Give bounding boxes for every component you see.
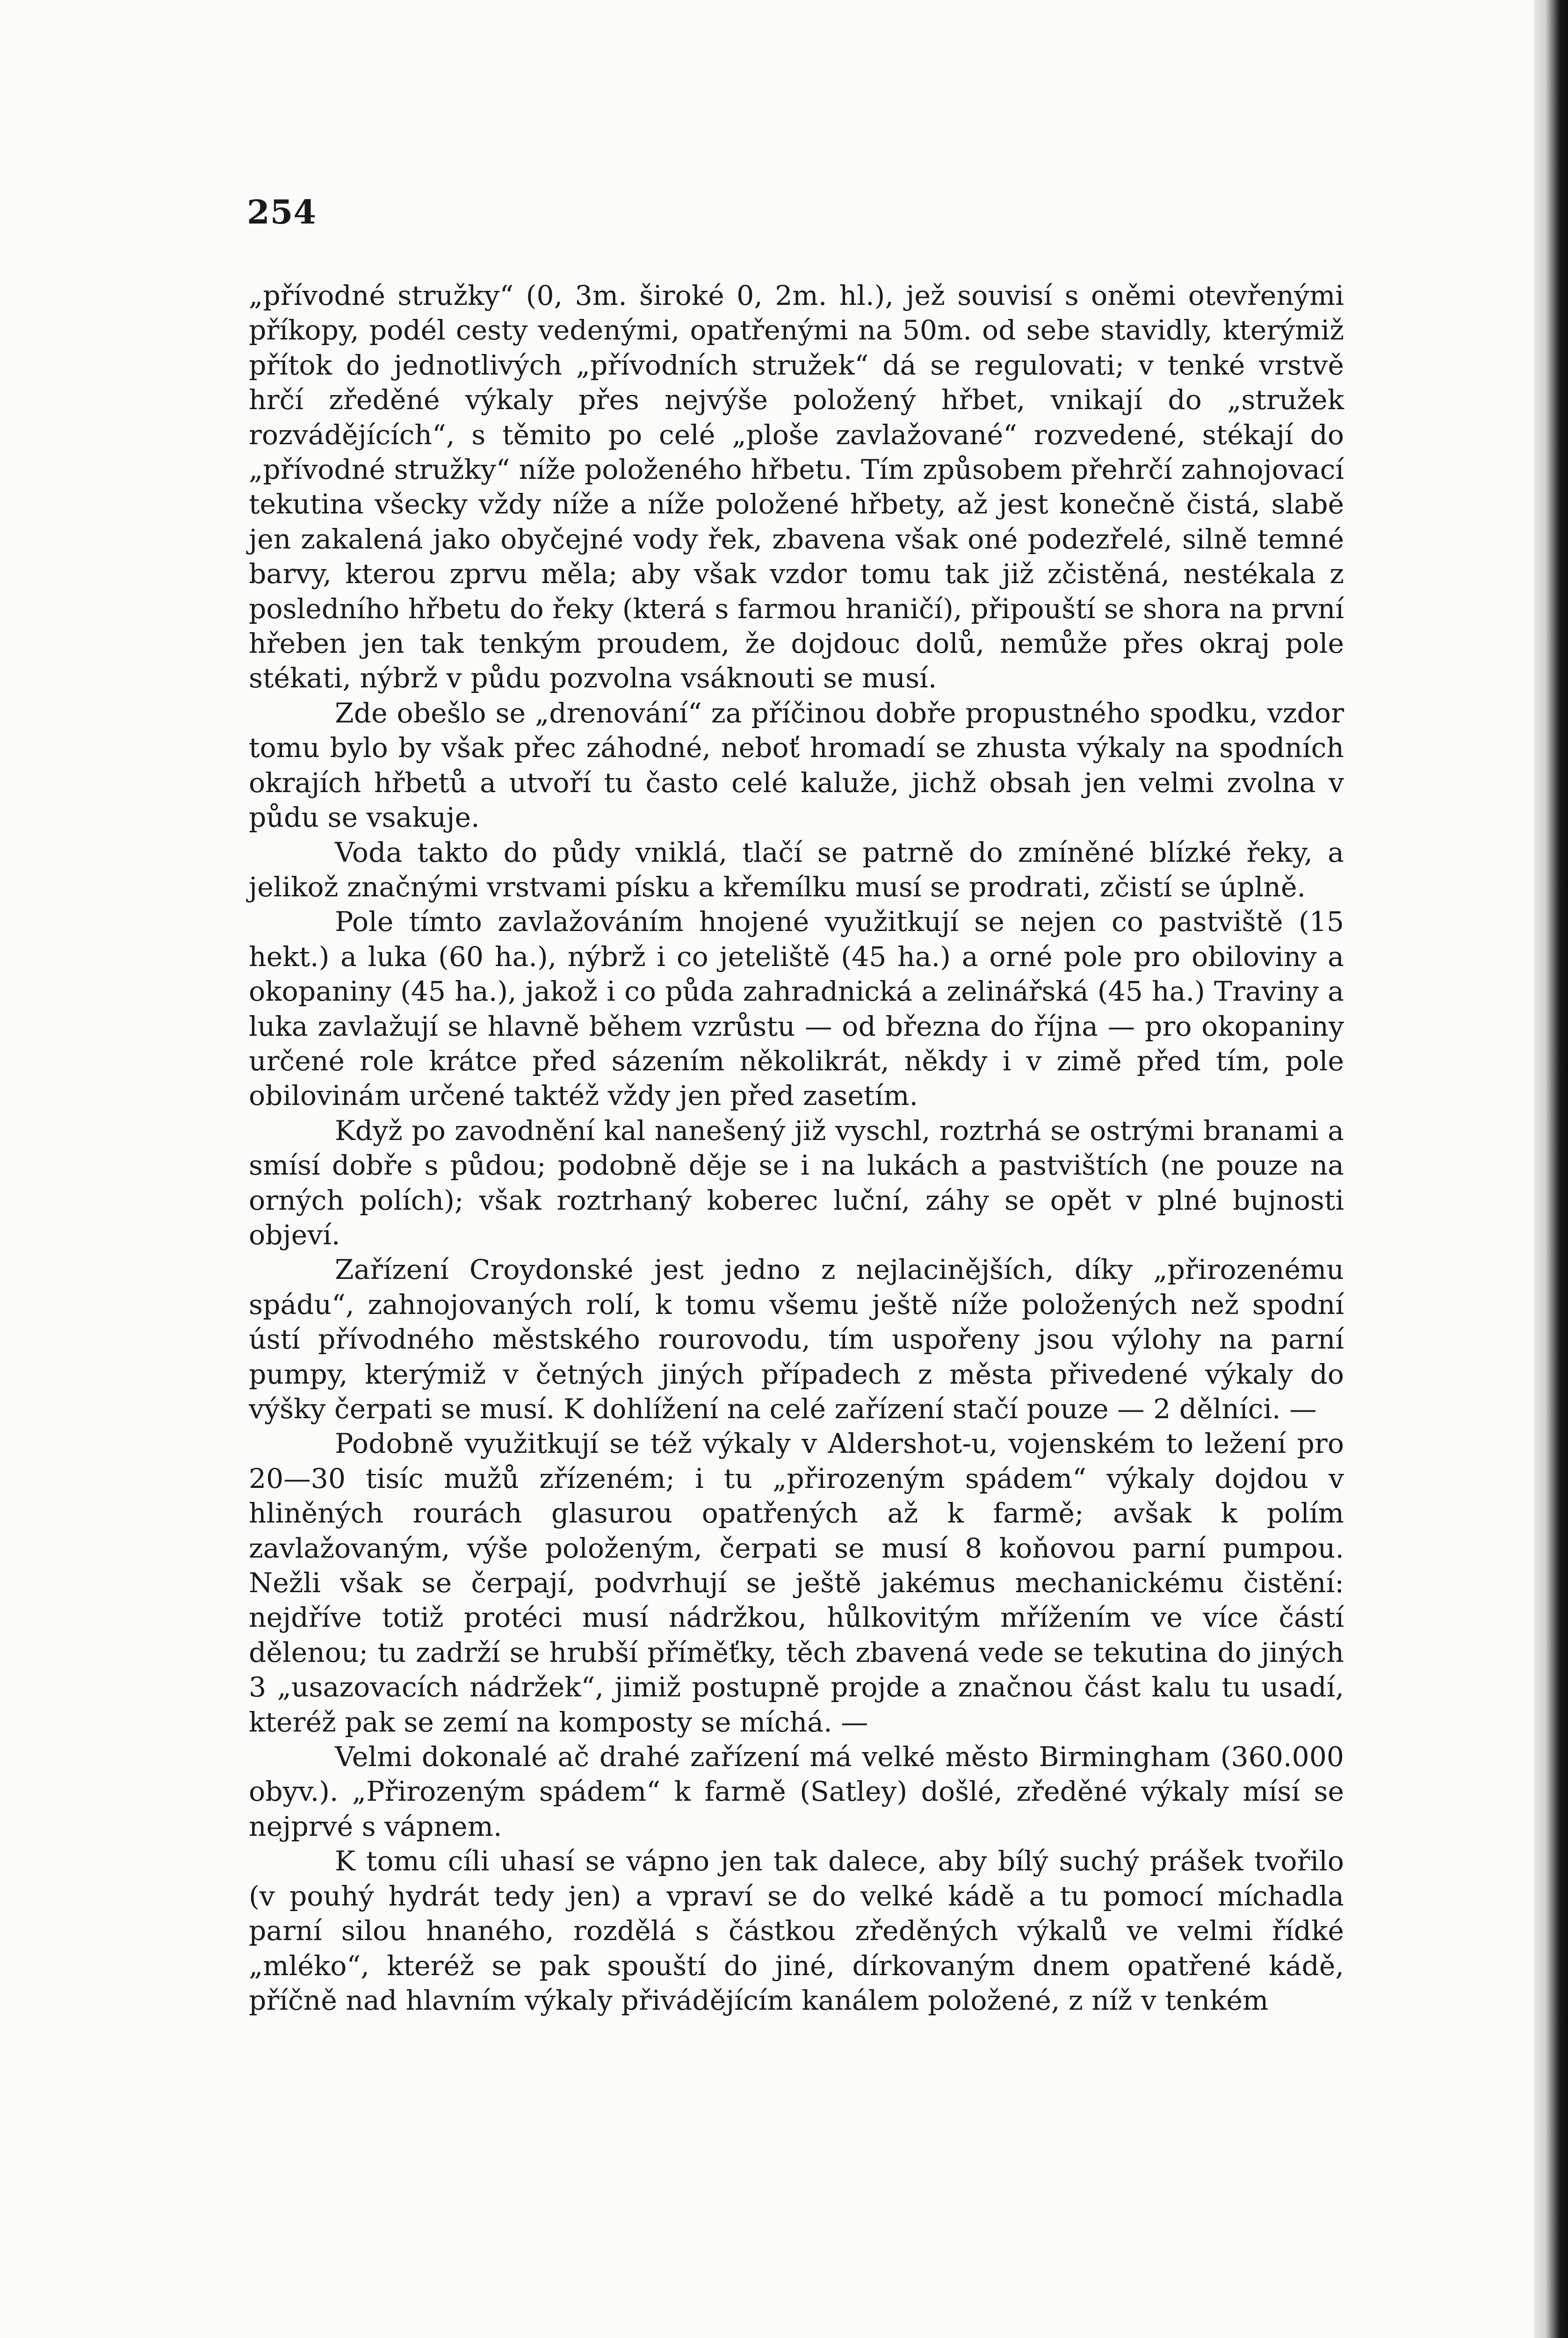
book-edge-shadow bbox=[1534, 0, 1568, 2338]
paragraph: Podobně využitkují se též výkaly v Aldershot-u, vojenském to ležení pro 20—30 tisíc mužů zřízeném; i tu „přirozeným spádem“ výkaly dojdou v hliněných rourách glasurou opatřených až k farmě; avšak k polím zavlažovaným, výše položeným, čerpati se musí 8 koňovou parní pumpou. Nežli však se čerpají, podvrhují se ještě jakémus mechanickému čistění: nejdříve totiž protéci musí nádržkou, hůlkovitým mřížením ve více částí dělenou; tu zadrží se hrubší příměťky, těch zbavená vede se tekutina do jiných 3 „usazovacích nádržek“, jimiž postupně projde a značnou část kalu tu usadí, kteréž pak se zemí na komposty se míchá. — bbox=[249, 1428, 1344, 1738]
paragraph: Pole tímto zavlažováním hnojené využitkují se nejen co pastviště (15 hekt.) a luka (60 ha.), nýbrž i co jeteliště (45 ha.) a orné pole pro obiloviny a okopaniny (45 ha.), jakož i co půda zahradnická a zelinářská (45 ha.) Traviny a luka zavlažují se hlavně během vzrůstu — od března do října — pro okopaniny určené role krátce před sázením několikrát, někdy i v zimě před tím, pole obilovinám určené taktéž vždy jen před zasetím. bbox=[249, 906, 1344, 1112]
paragraph: K tomu cíli uhasí se vápno jen tak dalece, aby bílý suchý prášek tvořilo (v pouhý hydrát tedy jen) a vpraví se do velké kádě a tu pomocí míchadla parní silou hnaného, rozdělá s částkou zředěných výkalů ve velmi řídké „mléko“, kteréž se pak spouští do jiné, dírkovaným dnem opatřené kádě, příčně nad hlavním výkaly přivádějícím kanálem položené, z níž v tenkém bbox=[249, 1845, 1344, 2016]
paragraph: „přívodné stružky“ (0, 3m. široké 0, 2m. hl.), jež souvisí s oněmi otevřenými příkopy, podél cesty vedenými, opatřenými na 50m. od sebe stavidly, kterýmiž přítok do jednotlivých „přívodních stružek“ dá se regulovati; v tenké vrstvě hrčí zředěné výkaly přes nejvýše položený hřbet, vnikají do „stružek rozvádějících“, s těmito po celé „ploše zavlažované“ rozvedené, stékají do „přívodné stružky“ níže položeného hřbetu. Tím způsobem přehrčí zahnojovací tekutina všecky vždy níže a níže položené hřbety, až jest konečně čistá, slabě jen zakalená jako obyčejné vody řek, zbavena však oné podezřelé, silně temné barvy, kterou zprvu měla; aby však vzdor tomu tak již zčistěná, nestékala z posledního hřbetu do řeky (která s farmou hraničí), připouští se shora na první hřeben jen tak tenkým proudem, že dojdouc dolů, nemůže přes okraj pole stékati, nýbrž v půdu pozvolna vsáknouti se musí. bbox=[249, 280, 1344, 694]
paragraph: Voda takto do půdy vniklá, tlačí se patrně do zmíněné blízké řeky, a jelikož značnými vrstvami písku a křemílku musí se prodrati, zčistí se úplně. bbox=[249, 836, 1344, 903]
paragraph: Zde obešlo se „drenování“ za příčinou dobře propustného spodku, vzdor tomu bylo by však přec záhodné, neboť hromadí se zhusta výkaly na spodních okrajích hřbetů a utvoří tu často celé kaluže, jichž obsah jen velmi zvolna v půdu se vsakuje. bbox=[249, 697, 1344, 834]
page-number: 254 bbox=[247, 193, 317, 231]
body-text bbox=[249, 278, 1344, 2018]
paragraph: Když po zavodnění kal nanešený již vyschl, roztrhá se ostrými branami a smísí dobře s půdou; podobně děje se i na lukách a pastvištích (ne pouze na orných polích); však roztrhaný koberec luční, záhy se opět v plné bujnosti objeví. bbox=[249, 1114, 1344, 1251]
paragraph: Zařízení Croydonské jest jedno z nejlacinějších, díky „přirozenému spádu“, zahnojovaných rolí, k tomu všemu ještě níže položených než spodní ústí přívodného městského rourovodu, tím uspořeny jsou výlohy na parní pumpy, kterýmiž v četných jiných případech z města přivedené výkaly do výšky čerpati se musí. K dohlížení na celé zařízení stačí pouze — 2 dělníci. — bbox=[249, 1254, 1344, 1425]
paragraph: Velmi dokonalé ač drahé zařízení má velké město Birmingham (360.000 obyv.). „Přirozeným spádem“ k farmě (Satley) došlé, zředěné výkaly mísí se nejprvé s vápnem. bbox=[249, 1741, 1344, 1842]
